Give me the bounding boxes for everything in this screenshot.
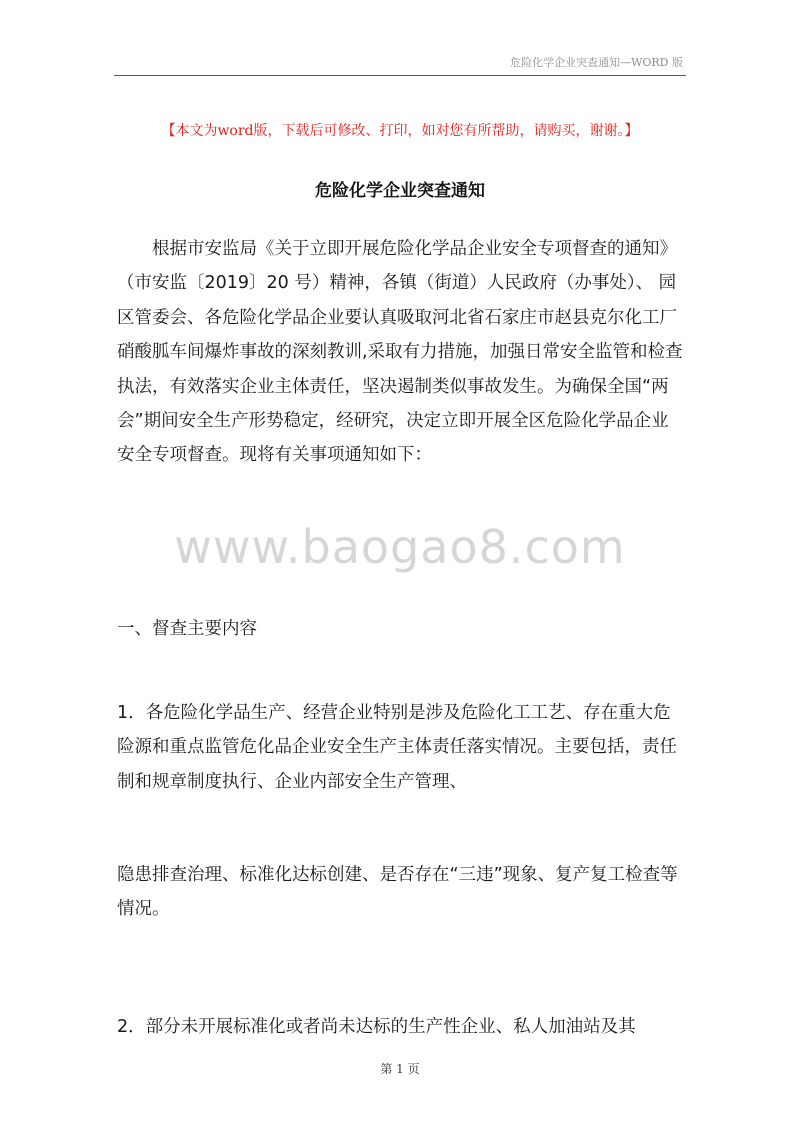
list-item-1-part-1: 1．各危险化学品生产、经营企业特别是涉及危险化工工艺、存在重大危险源和重点监管危化品企业安全生产主体责任落实情况。主要包括，责任制和规章制度执行、企业内部安全生产管理、 (117, 703, 677, 792)
watermark: www.baogao8.com (174, 520, 626, 574)
document-title: 危险化学企业突查通知 (315, 181, 485, 201)
header-divider (114, 75, 686, 76)
page-number: 第 1 页 (380, 1062, 420, 1076)
intro-paragraph: 根据市安监局《关于立即开展危险化学品企业安全专项督查的通知》（市安监〔2019〕20 号）精神，各镇（街道）人民政府（办事处）、 园区管委会、各危险化学品企业要认真吸取河北省石家庄市赵县克尔化工厂硝酸胍车间爆炸事故的深刻教训,采取有力措施，加强日常安全监管和检查执法，有效落实企业主体责任，坚决遏制类似事故发生。为确保全国“两会”期间安全生产形势稳定，经研究，决定立即开展全区危险化学品企业安全专项督查。现将有关事项通知如下： (117, 239, 683, 466)
list-item-2: 2．部分未开展标准化或者尚未达标的生产性企业、私人加油站及其 (117, 1017, 636, 1037)
download-notice: 【本文为word版，下载后可修改、打印，如对您有所帮助，请购买，谢谢。】 (161, 123, 639, 139)
page-header-text: 危险化学企业突查通知—WORD 版 (510, 56, 683, 69)
section-heading-1: 一、督查主要内容 (117, 619, 257, 639)
list-item-1-part-2: 隐患排查治理、标准化达标创建、是否存在“三违”现象、复产复工检查等情况。 (117, 865, 678, 920)
